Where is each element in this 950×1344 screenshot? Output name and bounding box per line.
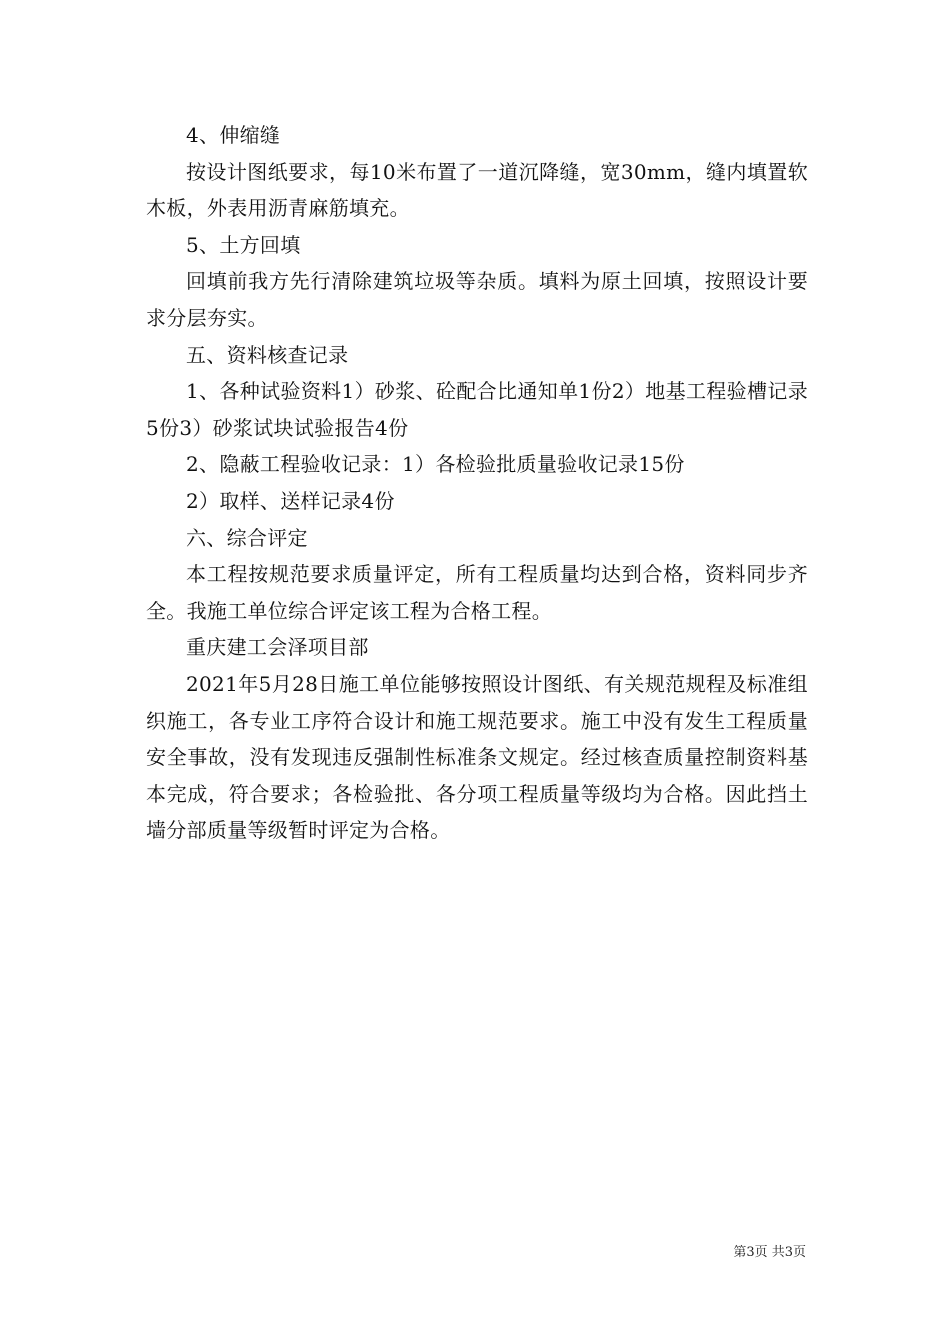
paragraph-backfill: 回填前我方先行清除建筑垃圾等杂质。填料为原土回填，按照设计要求分层夯实。 bbox=[146, 269, 808, 330]
paragraph-conclusion: 2021年5月28日施工单位能够按照设计图纸、有关规范规程及标准组织施工，各专业工序符合设计和施工规范要求。施工中没有发生工程质量安全事故，没有发现违反强制性标准条文规定。经过核查质量控制资料基本完成，符合要求；各检验批、各分项工程质量等级均为合格。因此挡土墙分部质量等级暂时评定为合格。 bbox=[146, 671, 808, 843]
section-heading-records: 五、资料核查记录 bbox=[186, 342, 349, 367]
section-heading-evaluation: 六、综合评定 bbox=[186, 525, 308, 550]
paragraph-expansion-joint: 按设计图纸要求，每10米布置了一道沉降缝，宽30mm，缝内填置软木板，外表用沥青麻筋填充。 bbox=[146, 159, 808, 221]
section-heading-backfill: 5、土方回填 bbox=[186, 232, 301, 257]
paragraph-concealed-records: 2、隐蔽工程验收记录：1）各检验批质量验收记录15份 bbox=[186, 452, 685, 477]
section-heading-expansion-joint: 4、伸缩缝 bbox=[186, 123, 281, 147]
document-body bbox=[146, 117, 808, 849]
paragraph-evaluation: 本工程按规范要求质量评定，所有工程质量均达到合格，资料同步齐全。我施工单位综合评定该工程为合格工程。 bbox=[146, 562, 808, 623]
paragraph-sampling-records: 2）取样、送样记录4份 bbox=[186, 488, 395, 513]
paragraph-test-records: 1、各种试验资料1）砂浆、砼配合比通知单1份2）地基工程验槽记录5份3）砂浆试块试验报告4份 bbox=[146, 379, 808, 440]
page-number: 第3页 共3页 bbox=[733, 1245, 806, 1260]
signature-organization: 重庆建工会泽项目部 bbox=[186, 635, 369, 660]
